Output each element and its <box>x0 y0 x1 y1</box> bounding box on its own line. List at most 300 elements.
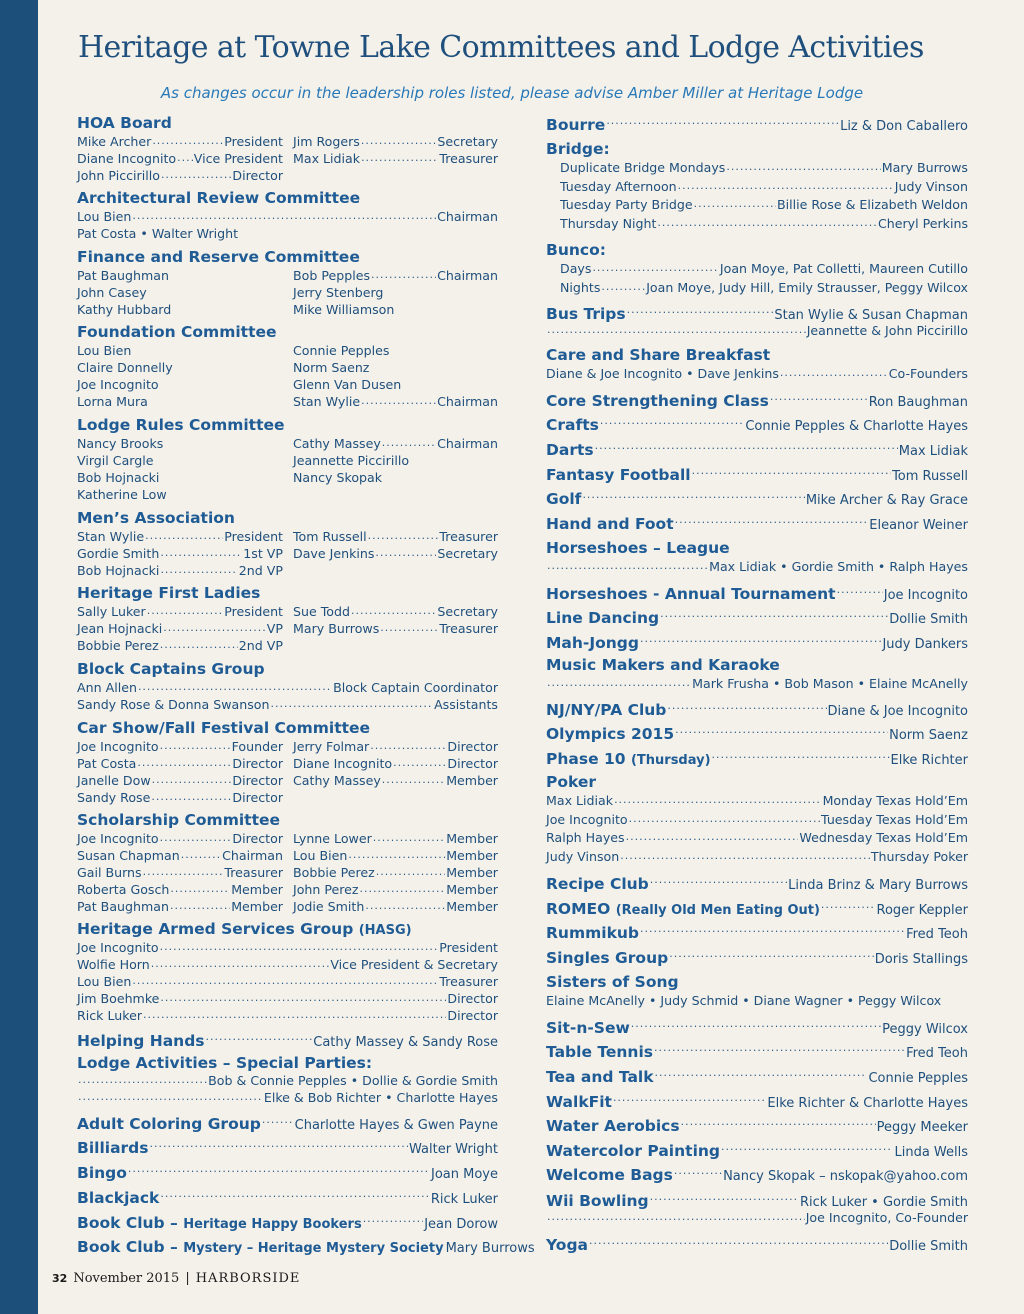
entry-line <box>77 563 283 579</box>
dot-leader <box>170 903 230 915</box>
entry-line <box>293 756 498 772</box>
dot-leader <box>365 903 445 915</box>
entry-line <box>560 197 968 213</box>
entry-name: Sue Todd <box>293 604 350 619</box>
entry-line <box>546 559 968 575</box>
entry-role: Member <box>231 899 283 914</box>
entry-name: Pat Baughman <box>77 268 169 283</box>
section-heading <box>77 509 235 527</box>
dot-leader <box>547 563 708 575</box>
entry-role: Director <box>232 790 283 805</box>
section-heading <box>546 241 606 259</box>
section-heading <box>77 114 172 132</box>
entry-name: Mary Burrows <box>293 621 380 636</box>
entry-role: Elke & Bob Richter • Charlotte Hayes <box>263 1090 498 1105</box>
activity-name-text: Helping Hands <box>77 1032 205 1050</box>
activity-name <box>546 609 659 627</box>
entry-name: John Perez <box>293 882 359 897</box>
entry-role: Director <box>232 773 283 788</box>
dot-leader <box>181 852 221 864</box>
dot-leader <box>160 642 238 654</box>
activity-contact: Walter Wright <box>409 1142 498 1157</box>
entry-line <box>77 848 283 864</box>
activity-name-text: Yoga <box>546 1236 589 1254</box>
activity-row <box>546 513 968 533</box>
entry-name: Bobbie Perez <box>293 865 375 880</box>
activity-contact: Cathy Massey & Sandy Rose <box>313 1035 498 1050</box>
dot-leader <box>657 220 877 232</box>
activity-name <box>546 701 666 719</box>
activity-row <box>546 1041 968 1061</box>
entry-line <box>77 285 283 301</box>
section-heading <box>546 656 780 674</box>
activity-contact: Elke Richter & Charlotte Hayes <box>767 1096 968 1111</box>
activity-row <box>546 632 968 652</box>
section-heading-text: Music Makers and Karaoke <box>546 656 780 674</box>
entry-line <box>293 882 498 898</box>
entry-name: Thursday Night <box>560 216 657 231</box>
activity-row <box>546 414 968 434</box>
activity-name <box>77 1214 362 1232</box>
dot-leader <box>370 743 446 755</box>
entry-role: Treasurer <box>224 865 283 880</box>
dot-leader <box>78 1077 207 1089</box>
dot-leader <box>262 1118 294 1130</box>
activity-row <box>546 1140 968 1160</box>
activity-row <box>77 1030 498 1050</box>
section-heading <box>77 248 360 266</box>
dot-leader <box>271 701 434 713</box>
activity-name-text: Crafts <box>546 416 599 434</box>
activity-row <box>546 114 968 134</box>
entry-role: Chairman <box>222 848 283 863</box>
entry-line <box>77 453 283 469</box>
entry-name: Gordie Smith <box>77 546 160 561</box>
entry-line <box>546 366 968 382</box>
activity-name-text: Book Club – <box>77 1214 178 1232</box>
entry-name: Joe Incognito <box>77 940 159 955</box>
activity-contact: Peggy Wilcox <box>882 1022 968 1037</box>
entry-line <box>293 529 498 545</box>
entry-role: Joan Moye, Judy Hill, Emily Strausser, Peggy Wilcox <box>646 280 968 295</box>
dot-leader <box>150 1142 409 1154</box>
entry-name: Tuesday Party Bridge <box>560 197 693 212</box>
entry-line <box>77 436 283 452</box>
activity-row <box>77 1113 498 1133</box>
entry-name: Jerry Stenberg <box>293 285 384 300</box>
entry-role: Joan Moye, Pat Colletti, Maureen Cutillo <box>719 261 968 276</box>
activity-note: (Thursday) <box>630 753 711 768</box>
entry-name: Jim Rogers <box>293 134 360 149</box>
dot-leader <box>160 835 232 847</box>
activity-name-text: Book Club – <box>77 1238 178 1256</box>
activity-name <box>77 1189 159 1207</box>
entry-name: Judy Vinson <box>546 849 620 864</box>
page-subtitle: As changes occur in the leadership roles listed, please advise Amber Miller at Heritage Lodge <box>160 84 864 102</box>
entry-name: Stan Wylie <box>77 529 145 544</box>
activity-name-text: Singles Group <box>546 949 669 967</box>
activity-contact: Mike Archer & Ray Grace <box>805 493 968 508</box>
activity-contact: Liz & Don Caballero <box>840 119 968 134</box>
activity-row <box>77 1162 498 1182</box>
activity-row <box>546 1164 968 1184</box>
entry-name: Tuesday Afternoon <box>560 179 677 194</box>
dot-leader <box>547 1214 805 1226</box>
dot-leader <box>692 469 891 481</box>
entry-name: Joe Incognito <box>546 812 628 827</box>
entry-role: Treasurer <box>439 529 498 544</box>
activity-row <box>546 488 968 508</box>
dot-leader <box>128 1167 430 1179</box>
entry-name: Bob Hojnacki <box>77 563 160 578</box>
entry-role: Cheryl Perkins <box>877 216 968 231</box>
dot-leader <box>650 1195 799 1207</box>
activity-contact: Eleanor Weiner <box>869 518 968 533</box>
section-heading-text: Bunco: <box>546 241 606 259</box>
activity-note: (Really Old Men Eating Out) <box>615 903 820 918</box>
activity-row <box>546 699 968 719</box>
entry-name: Days <box>560 261 592 276</box>
activity-row <box>77 1137 498 1157</box>
entry-line <box>546 812 968 828</box>
entry-line <box>77 226 498 242</box>
dot-leader <box>770 395 868 407</box>
activity-row <box>546 922 968 942</box>
entry-line <box>293 470 498 486</box>
activity-name-text: Horseshoes - Annual Tournament <box>546 585 836 603</box>
dot-leader <box>145 533 223 545</box>
activity-contact: Dollie Smith <box>889 1239 968 1254</box>
entry-role: 1st VP <box>243 546 283 561</box>
entry-line <box>77 680 498 696</box>
dot-leader <box>177 155 193 167</box>
activity-row <box>546 1066 968 1086</box>
entry-line <box>77 974 498 990</box>
activity-contact: Doris Stallings <box>874 952 968 967</box>
activity-row <box>546 947 968 967</box>
entry-name: Tom Russell <box>293 529 367 544</box>
dot-leader <box>393 760 446 772</box>
activity-name-text: Bingo <box>77 1164 127 1182</box>
activity-row <box>546 583 968 603</box>
dot-leader <box>589 1239 888 1251</box>
dot-leader <box>780 370 888 382</box>
entry-role: Member <box>446 899 498 914</box>
activity-name-text: Welcome Bags <box>546 1166 673 1184</box>
entry-role: Founder <box>231 739 283 754</box>
activity-name-text: Watercolor Painting <box>546 1142 721 1160</box>
activity-row <box>77 1212 498 1232</box>
entry-role: Assistants <box>434 697 498 712</box>
entry-name: Sandy Rose <box>77 790 151 805</box>
dot-leader <box>595 444 898 456</box>
entry-role: Member <box>446 848 498 863</box>
entry-role: VP <box>266 621 283 636</box>
dot-leader <box>654 1046 905 1058</box>
entry-name: Lou Bien <box>77 209 132 224</box>
entry-line <box>560 280 968 296</box>
entry-name: Diane & Joe Incognito • Dave Jenkins <box>546 366 779 381</box>
dot-leader <box>375 550 436 562</box>
dot-leader <box>667 704 826 716</box>
dot-leader <box>363 1217 424 1229</box>
activity-name-text: Water Aerobics <box>546 1117 680 1135</box>
section-heading <box>77 416 285 434</box>
activity-row <box>546 439 968 459</box>
entry-role: Wednesday Texas Hold’Em <box>799 830 968 845</box>
dot-leader <box>681 1120 876 1132</box>
dot-leader <box>160 995 446 1007</box>
entry-line <box>77 756 283 772</box>
activity-contact: Connie Pepples & Charlotte Hayes <box>745 419 968 434</box>
dot-leader <box>151 794 231 806</box>
section-heading-text: Bridge: <box>546 140 610 158</box>
activity-name <box>546 1019 630 1037</box>
entry-line <box>293 377 498 393</box>
entry-role: Mark Frusha • Bob Mason • Elaine McAnelly <box>692 676 968 691</box>
dot-leader <box>601 284 645 296</box>
dot-leader <box>631 1022 881 1034</box>
dot-leader <box>627 308 774 320</box>
section-heading <box>77 660 265 678</box>
activity-row <box>546 1091 968 1111</box>
entry-name: Max Lidiak <box>546 793 614 808</box>
activity-name <box>546 305 626 323</box>
entry-role: Bob & Connie Pepples • Dollie & Gordie Smith <box>208 1073 498 1088</box>
activity-contact: Connie Pepples <box>868 1071 968 1086</box>
activity-name-text: Blackjack <box>77 1189 160 1207</box>
entry-line <box>77 268 283 284</box>
entry-name: Jodie Smith <box>293 899 365 914</box>
entry-line <box>77 899 283 915</box>
dot-leader <box>674 1169 722 1181</box>
dot-leader <box>837 588 883 600</box>
entry-name: Nancy Brooks <box>77 436 164 451</box>
dot-leader <box>170 886 230 898</box>
dot-leader <box>712 753 890 765</box>
entry-name: Bobbie Perez <box>77 638 159 653</box>
dot-leader <box>143 869 224 881</box>
entry-role: Jeannette & John Piccirillo <box>806 323 968 338</box>
activity-name <box>546 900 820 918</box>
issue-date: November 2015 <box>73 1271 180 1286</box>
activity-name <box>546 750 711 768</box>
activity-name <box>546 1166 673 1184</box>
entry-line <box>77 773 283 789</box>
activity-name-text: Mah-Jongg <box>546 634 639 652</box>
activity-row <box>546 1017 968 1037</box>
entry-line <box>77 991 498 1007</box>
activity-name <box>546 1236 588 1254</box>
activity-contact: Rick Luker <box>430 1192 498 1207</box>
entry-line <box>546 1210 968 1226</box>
entry-line <box>77 621 283 637</box>
entry-line <box>77 487 283 503</box>
entry-name: Connie Pepples <box>293 343 390 358</box>
activity-contact: Joan Moye <box>431 1167 498 1182</box>
section-heading-text: Foundation Committee <box>77 323 277 341</box>
entry-line <box>293 285 498 301</box>
section-heading-text: Architectural Review Committee <box>77 189 361 207</box>
dot-leader <box>361 155 438 167</box>
activity-contact: Diane & Joe Incognito <box>827 704 968 719</box>
entry-line <box>546 676 968 692</box>
dot-leader <box>626 834 799 846</box>
entry-name: John Casey <box>77 285 147 300</box>
activity-name-text: Phase 10 <box>546 750 626 768</box>
activity-name-text: Tea and Talk <box>546 1068 654 1086</box>
dot-leader <box>582 493 804 505</box>
entry-name: Joe Incognito <box>77 377 159 392</box>
entry-name: Jerry Folmar <box>293 739 370 754</box>
section-heading-text: Block Captains Group <box>77 660 265 678</box>
activity-contact: Judy Dankers <box>882 637 968 652</box>
dot-leader <box>660 612 888 624</box>
activity-name <box>77 1139 149 1157</box>
activity-name <box>546 116 605 134</box>
dot-leader <box>78 1094 263 1106</box>
entry-role: Director <box>447 991 498 1006</box>
entry-line <box>77 882 283 898</box>
entry-line <box>546 830 968 846</box>
entry-name: Sandy Rose & Donna Swanson <box>77 697 270 712</box>
activity-name <box>546 441 594 459</box>
section-heading <box>77 811 280 829</box>
entry-line <box>546 993 968 1009</box>
entry-line <box>293 394 498 410</box>
activity-contact: Nancy Skopak – nskopak@yahoo.com <box>723 1169 968 1184</box>
entry-name: Cathy Massey <box>293 773 381 788</box>
dot-leader <box>650 878 787 890</box>
entry-role: Monday Texas Hold’Em <box>822 793 968 808</box>
section-heading-text: Scholarship Committee <box>77 811 280 829</box>
entry-line <box>560 160 968 176</box>
entry-line <box>77 377 283 393</box>
activity-name-text: Fantasy Football <box>546 466 691 484</box>
entry-line <box>293 343 498 359</box>
activity-name <box>546 416 599 434</box>
entry-line <box>77 343 283 359</box>
entry-role: Joe Incognito, Co-Founder <box>805 1210 968 1225</box>
entry-line <box>293 268 498 284</box>
entry-role: Thursday Poker <box>870 849 968 864</box>
activity-contact: Tom Russell <box>892 469 968 484</box>
entry-name: Katherine Low <box>77 487 167 502</box>
entry-name: Rick Luker <box>77 1008 143 1023</box>
entry-line <box>77 1008 498 1024</box>
entry-role: Chairman <box>437 209 498 224</box>
dot-leader <box>613 1096 766 1108</box>
activity-name-text: Darts <box>546 441 594 459</box>
page-number: 32 <box>52 1272 68 1285</box>
entry-role: Chairman <box>437 436 498 451</box>
dot-leader <box>592 265 718 277</box>
entry-name: Nights <box>560 280 601 295</box>
entry-line <box>546 849 968 865</box>
page-footer <box>52 1271 300 1286</box>
entry-name: Norm Saenz <box>293 360 370 375</box>
entry-role: Vice President & Secretary <box>330 957 498 972</box>
entry-role: Director <box>232 756 283 771</box>
section-heading <box>77 584 260 602</box>
entry-role: Mary Burrows <box>881 160 968 175</box>
section-heading <box>77 323 277 341</box>
section-heading <box>546 140 610 158</box>
entry-line <box>293 436 498 452</box>
entry-line <box>293 848 498 864</box>
dot-leader <box>206 1035 313 1047</box>
activity-contact: Charlotte Hayes & Gwen Payne <box>294 1118 498 1133</box>
entry-line <box>293 865 498 881</box>
section-heading-text: Finance and Reserve Committee <box>77 248 360 266</box>
activity-contact: Peggy Meeker <box>876 1120 968 1135</box>
entry-role: Treasurer <box>439 974 498 989</box>
page-spine-bar <box>0 0 38 1314</box>
entry-line <box>77 1073 498 1089</box>
entry-line <box>77 604 283 620</box>
activity-contact: Linda Wells <box>894 1145 968 1160</box>
entry-line <box>293 151 498 167</box>
dot-leader <box>382 777 445 789</box>
activity-row <box>546 748 968 768</box>
activity-note: Heritage Happy Bookers <box>183 1217 362 1232</box>
entry-line <box>560 179 968 195</box>
entry-name: Bob Pepples <box>293 268 371 283</box>
dot-leader <box>614 797 822 809</box>
activity-row <box>546 1234 968 1254</box>
entry-name: Kathy Hubbard <box>77 302 172 317</box>
activity-contact: Rick Luker • Gordie Smith <box>799 1195 968 1210</box>
dot-leader <box>371 272 436 284</box>
activity-name <box>546 949 668 967</box>
activity-name-text: Billiards <box>77 1139 149 1157</box>
magazine-name: HARBORSIDE <box>195 1271 301 1286</box>
activity-row <box>546 607 968 627</box>
entry-role: Director <box>447 739 498 754</box>
entry-name: Janelle Dow <box>77 773 151 788</box>
entry-role: Member <box>231 882 283 897</box>
section-heading <box>77 920 412 938</box>
dot-leader <box>160 944 439 956</box>
entry-name: Gail Burns <box>77 865 142 880</box>
activity-contact: Mary Burrows <box>445 1241 535 1256</box>
entry-line <box>77 638 283 654</box>
dot-leader <box>143 1012 446 1024</box>
activity-name-text: Table Tennis <box>546 1043 653 1061</box>
activity-name-text: Recipe Club <box>546 875 649 893</box>
entry-line <box>77 302 283 318</box>
entry-role: Tuesday Texas Hold’Em <box>821 812 968 827</box>
entry-line <box>546 793 968 809</box>
activity-name <box>546 1142 720 1160</box>
section-heading-text: Care and Share Breakfast <box>546 346 771 364</box>
entry-role: Max Lidiak • Gordie Smith • Ralph Hayes <box>709 559 968 574</box>
entry-line <box>293 899 498 915</box>
dot-leader <box>380 625 438 637</box>
activity-name <box>77 1238 444 1256</box>
activity-name <box>546 1068 654 1086</box>
dot-leader <box>351 608 436 620</box>
entry-line <box>293 831 498 847</box>
dot-leader <box>620 853 870 865</box>
entry-name: Lou Bien <box>77 974 132 989</box>
activity-name-text: NJ/NY/PA Club <box>546 701 667 719</box>
activity-contact: Dollie Smith <box>889 612 968 627</box>
entry-role: Director <box>232 831 283 846</box>
entry-line <box>77 209 498 225</box>
entry-line <box>77 168 283 184</box>
entry-role: Judy Vinson <box>894 179 968 194</box>
